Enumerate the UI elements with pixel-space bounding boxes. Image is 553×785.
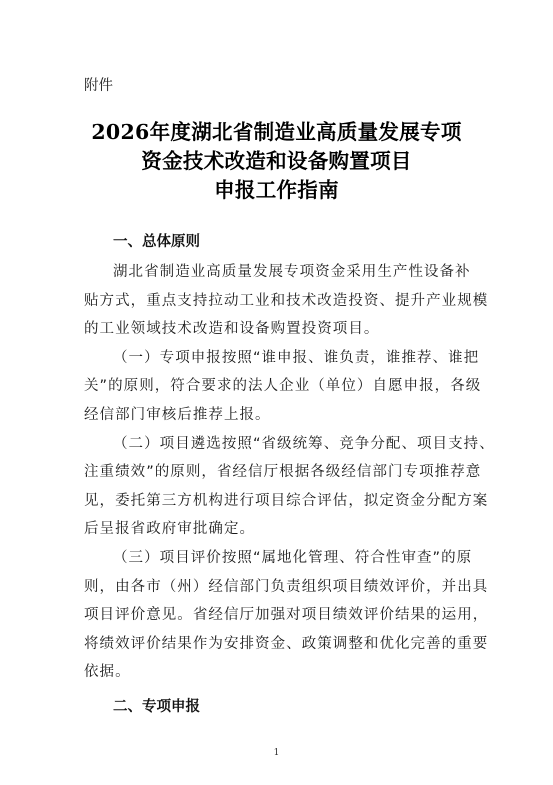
section-heading-application: 二、专项申报: [113, 698, 200, 715]
paragraph-line: 后呈报省政府审批确定。: [84, 521, 256, 538]
paragraph-line: 关”的原则，符合要求的法人企业（单位）自愿申报，各级: [84, 378, 482, 395]
document-body: [84, 230, 495, 723]
page-number: 1: [273, 748, 280, 758]
paragraph-line: （二）项目遴选按照“省级统筹、竞争分配、项目支持、: [113, 435, 495, 452]
paragraph-line: （三）项目评价按照“属地化管理、符合性审查”的原: [113, 549, 473, 566]
paragraph-line: 湖北省制造业高质量发展专项资金采用生产性设备补: [113, 264, 471, 280]
paragraph-line: 项目评价意见。省经信厅加强对项目绩效评价结果的运用，: [84, 607, 489, 624]
paragraph-line: 的工业领域技术改造和设备购置投资项目。: [84, 321, 380, 338]
paragraph-item-3: [84, 544, 489, 687]
paragraph-line: （一）专项申报按照“谁申报、谁负责，谁推荐、谁把: [113, 349, 480, 366]
paragraph-line: 注重绩效”的原则，省经信厅根据各级经信部门专项推荐意: [84, 464, 482, 481]
paragraph-line: 经信部门审核后推荐上报。: [84, 406, 271, 423]
paragraph-line: 则，由各市（州）经信部门负责组织项目绩效评价，并出具: [84, 578, 489, 595]
attachment-label: 附件: [84, 78, 113, 94]
paragraph-line: 依据。: [84, 664, 131, 681]
paragraph-item-1: [84, 344, 482, 430]
paragraph-line: 贴方式，重点支持拉动工业和技术改造投资、提升产业规模: [84, 292, 489, 309]
paragraph-item-2: [84, 430, 495, 544]
document-title: [60, 118, 493, 205]
paragraph-line: 将绩效评价结果作为安排资金、政策调整和优化完善的重要: [84, 635, 489, 652]
section-heading-principles: 一、总体原则: [113, 234, 200, 250]
title-line-2: 资金技术改造和设备购置项目: [141, 149, 412, 173]
paragraph-line: 见，委托第三方机构进行项目综合评估，拟定资金分配方案: [84, 492, 489, 509]
paragraph-intro: [84, 258, 489, 344]
title-line-1: 2026年度湖北省制造业高质量发展专项: [91, 120, 462, 144]
title-line-3: 申报工作指南: [214, 178, 339, 202]
